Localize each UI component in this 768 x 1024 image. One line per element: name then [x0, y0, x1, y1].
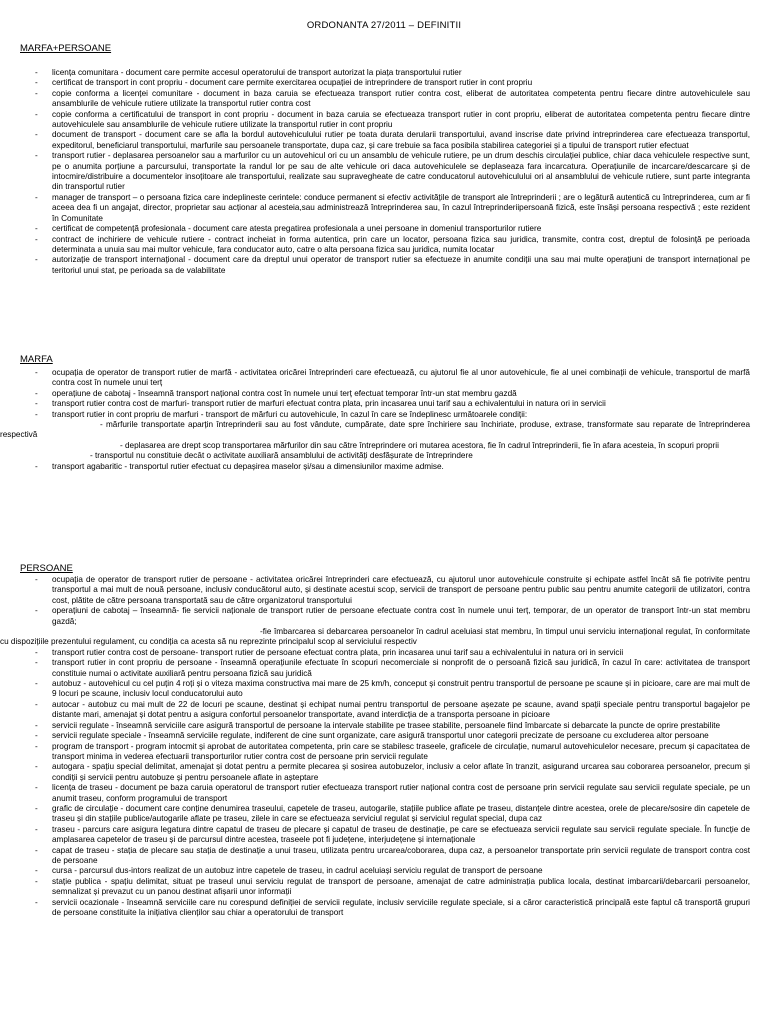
condition-text: - deplasarea are drept scop transportarea mărfurilor din sau către întreprindere ori mutarea acestora, fie în cadrul întreprinderii, fie în afara acesteia, în scopuri proprii	[120, 440, 719, 450]
list-item-condition	[0, 420, 768, 441]
list-item: - autorizație de transport internațional - document care da dreptul unui operator de transport rutier sa efectueze in anumite condiții una sau mai multe operațiuni de transport internațional pe teritoriul unui stat, pe perioada sa de valabilitate	[0, 255, 768, 276]
definitions-list-marfa	[0, 368, 768, 472]
list-item: - servicii regulate speciale - înseamnă serviciile regulate, indiferent de cine sunt organizate, care asigură transportul unor categorii precizate de persoane cu excluderea altor persoane	[0, 731, 768, 741]
list-item: - transport rutier contra cost de persoane- transport rutier de persoane efectuat contra plata, prin incasarea unui tarif sau a echivalentului in natura ori in servicii	[0, 648, 768, 658]
list-item: - transport rutier - deplasarea persoanelor sau a marfurilor cu un autovehicul ori cu un ansamblu de vehicule rutiere, pe un drum deschis circulației publice, chiar daca vehiculele respective sunt, pe o anumita porțiune a parcursului, transportate la randul lor pe sau de alte vehicule ori daca autovehiculele se deplaseaza fara incarcatura. Operațiunile de incarcare/descarcare și de intocmire/distribuire a documentelor insoțitoare ale transportului, realizate sau supravegheate de catre conducatorul autovehiculului ori al ansamblului de vehicule rutiere, sunt parte integranta din transportul rutier	[0, 151, 768, 193]
list-item: - program de transport - program intocmit și aprobat de autoritatea competenta, prin care se stabilesc traseele, graficele de circulație, numarul autovehiculelor necesare, precum și capacitatea de transport minima in vederea efectuarii transporturilor rutier contra cost de persoane prin servicii regulate	[0, 742, 768, 763]
list-item: - autobuz - autovehicul cu cel puțin 4 roți și o viteza maxima constructiva mai mare de 25 km/h, conceput și construit pentru transportul de persoane pe scaune și in picioare, care are mai mult de 9 locuri pe scaune, inclusiv locul conducatorului auto	[0, 679, 768, 700]
list-item-condition	[0, 451, 768, 461]
list-item: - stație publica - spațiu delimitat, situat pe traseul unui serviciu regulat de transport de persoane, amenajat de catre administrația publica locala, destinat imbarcarii/debarcarii persoanelor, semnalizat și prevazut cu un panou destinat afișarii unor informații	[0, 877, 768, 898]
condition-text: - mărfurile transportate aparțin întreprinderii sau au fost vândute, cumpărate, date spre închiriere sau închiriate, produse, extrase, transformate sau reparate de întreprinderea respectivă	[0, 420, 750, 440]
list-item: - certificat de competență profesionala - document care atesta pregatirea profesionala a unei persoane in domeniul transporturilor rutiere	[0, 224, 768, 234]
section-heading-marfa: MARFA	[20, 354, 53, 365]
continuation-text: -fie îmbarcarea si debarcarea persoanelor în cadrul aceluiasi stat membru, în timpul unui serviciu internațional regulat, în conformitate cu dispozițiile prezentului regulament, cu condiția ca acesta să nu reprezinte principalul scop al serviciului respectiv	[0, 627, 750, 647]
list-item: - autocar - autobuz cu mai mult de 22 de locuri pe scaune, destinat și echipat numai pentru transportul de persoane așezate pe scaune, avand spații speciale pentru transportul bagajelor pe distante mari, amenajat și dotat pentru a asigura confortul persoanelor transportate, avand interdicția de a transporta persoane in picioare	[0, 700, 768, 721]
list-item: - transport rutier in cont propriu de marfuri - transport de mărfuri cu autovehicule, în cazul în care se îndeplinesc următoarele condiții:	[0, 410, 768, 420]
list-item: - cursa - parcursul dus-intors realizat de un autobuz intre capetele de traseu, in cadrul aceluiași serviciu regulat de transport de persoane	[0, 866, 768, 876]
list-item: - certificat de transport in cont propriu - document care permite exercitarea ocupației de intreprindere de transport rutier in cont propriu	[0, 78, 768, 88]
condition-text: - transportul nu constituie decât o activitate auxiliară ansamblului de activități desfășurate de întreprindere	[90, 451, 473, 461]
list-item: - copie conforma a licenței comunitare - document in baza caruia se efectueaza transport rutier contra cost, eliberat de autoritatea competenta pentru fiecare dintre autovehiculele sau ansamblurile de vehicule rutiere utilizate la transportul rutier contra cost	[0, 89, 768, 110]
list-item: - autogara - spațiu special delimitat, amenajat și dotat pentru a permite plecarea și sosirea autobuzelor, inclusiv a celor aflate în tranzit, asigurand urcarea sau coborarea persoanelor, precum și condiții și servicii pentru autobuze și pentru persoanele aflate in așteptare	[0, 762, 768, 783]
list-item-continuation	[0, 627, 768, 648]
definitions-list-marfa-persoane	[0, 68, 768, 276]
list-item: - copie conforma a certificatului de transport in cont propriu - document in baza caruia se efectueaza transport rutier in cont propriu, eliberat de autoritatea competenta pentru fiecare dintre autovehiculele sau ansamblurile de vehicule rutiere utilizate la transportul rutier in cont propriu	[0, 110, 768, 131]
list-item: - operațiune de cabotaj - înseamnă transport național contra cost în numele unui terț efectuat temporar într-un stat membru gazdă	[0, 389, 768, 399]
list-item-condition	[0, 441, 768, 451]
list-item: - manager de transport – o persoana fizica care indeplineste cerintele: conduce permanent si efectiv activitățile de transport ale întreprinderii ; are o legătură autentică cu întreprinderea, cum ar fi aceea dea fi un angajat, director, proprietar sau acționar al acesteia,sau administrează întreprinderea sau, în cazul întreprinderiipersoană fizică, este însăși persoana respectivă ; este rezident în Comunitate	[0, 193, 768, 224]
list-item: - servicii regulate - înseamnă serviciile care asigură transportul de persoane la intervale stabilite pe trasee stabilite, persoanele fiind îmbarcate si debarcate la puncte de oprire prestabilite	[0, 721, 768, 731]
list-item: - document de transport - document care se afla la bordul autovehiculului rutier pe toata durata derularii transportului, avand inscrise date privind intreprinderea care efectueaza transportul, expeditorul, beneficiarul transportului, marfurile sau persoanele transportate, dupa caz, și care trebuie sa faca posibila stabilirea categoriei și a tipului de transport rutier efectuat	[0, 130, 768, 151]
list-item: - capat de traseu - stația de plecare sau stația de destinație a unui traseu, utilizata pentru urcarea/coborarea, dupa caz, a persoanelor transportate prin servicii regulate de transport contra cost de persoane	[0, 846, 768, 867]
list-item: - transport rutier contra cost de marfuri- transport rutier de marfuri efectuat contra plata, prin incasarea unui tarif sau a echivalentului in natura ori in servicii	[0, 399, 768, 409]
list-item: - operațiuni de cabotaj – înseamnă- fie servicii naționale de transport rutier de persoane efectuate contra cost în numele unui terț, temporar, de un operator de transport într-un stat membru gazdă;	[0, 606, 768, 627]
list-item: - grafic de circulație - document care conține denumirea traseului, capetele de traseu, autogarile, stațiile publice aflate pe traseu, distanțele dintre acestea, orele de plecare/sosire din capetele de traseu și din stațiile publice/autogarile aflate pe traseu, zilele in care se efectueaza serviciul regulat și serviciul regulat special, dupa caz	[0, 804, 768, 825]
list-item: - transport agabaritic - transportul rutier efectuat cu depașirea maselor și/sau a dimensiunilor maxime admise.	[0, 462, 768, 472]
definitions-list-persoane	[0, 575, 768, 918]
list-item: - licența comunitara - document care permite accesul operatorului de transport autorizat la piața transportului rutier	[0, 68, 768, 78]
list-item: - transport rutier in cont propriu de persoane - înseamnă operațiunile efectuate în scopuri necomerciale si nonprofit de o persoană fizică sau juridică, în cazul în care: activitatea de transport constituie numai o activitate auxiliară pentru persoana fizică sau juridică	[0, 658, 768, 679]
document-title: ORDONANTA 27/2011 – DEFINITII	[306, 20, 462, 31]
list-item: - traseu - parcurs care asigura legatura dintre capatul de traseu de plecare și capatul de traseu de destinație, pe care se efectueaza servicii regulate sau servicii regulate speciale. În funcție de amplasarea capetelor de traseu și de parcursul dintre acestea, traseele pot fi județene, interjudețene și internaționale	[0, 825, 768, 846]
list-item: - licența de traseu - document pe baza caruia operatorul de transport rutier efectueaza transport rutier național contra cost de persoane prin servicii regulate sau servicii regulate speciale, pe un anumit traseu, conform programului de transport	[0, 783, 768, 804]
section-heading-marfa-persoane: MARFA+PERSOANE	[20, 43, 112, 54]
list-item: - ocupația de operator de transport rutier de marfă - activitatea oricărei întreprinderi care efectuează, cu ajutorul fie al unor autovehicule, fie al unei combinații de vehicule, transportul de marfă contra cost în numele unui terț	[0, 368, 768, 389]
section-heading-persoane: PERSOANE	[20, 563, 73, 574]
list-item: - servicii ocazionale - înseamnă serviciile care nu corespund definiției de servicii regulate, inclusiv serviciile regulate speciale, si a căror caracteristică principală este faptul că transportă grupuri de persoane constituite la inițiativa clienților sau chiar a operatorului de transport	[0, 898, 768, 919]
list-item: - contract de inchiriere de vehicule rutiere - contract incheiat in forma autentica, prin care un locator, persoana fizica sau juridica, transmite, contra cost, dreptul de folosință pe perioada determinata a unuia sau mai multor vehicule, fara conducator auto, catre o alta persoana fizica sau juridica, numita locatar	[0, 235, 768, 256]
list-item: - ocupația de operator de transport rutier de persoane - activitatea oricărei întreprinderi care efectuează, cu ajutorul unor autovehicule construite și echipate astfel încât să fie potrivite pentru transportul a mai mult de nouă persoane, inclusiv conducătorul auto, și destinate acestui scop, servicii de transport de persoane pentru public sau pentru anumite categorii de utilizatori, contra cost, plătite de către persoana transportată sau de către organizatorul transportului	[0, 575, 768, 606]
